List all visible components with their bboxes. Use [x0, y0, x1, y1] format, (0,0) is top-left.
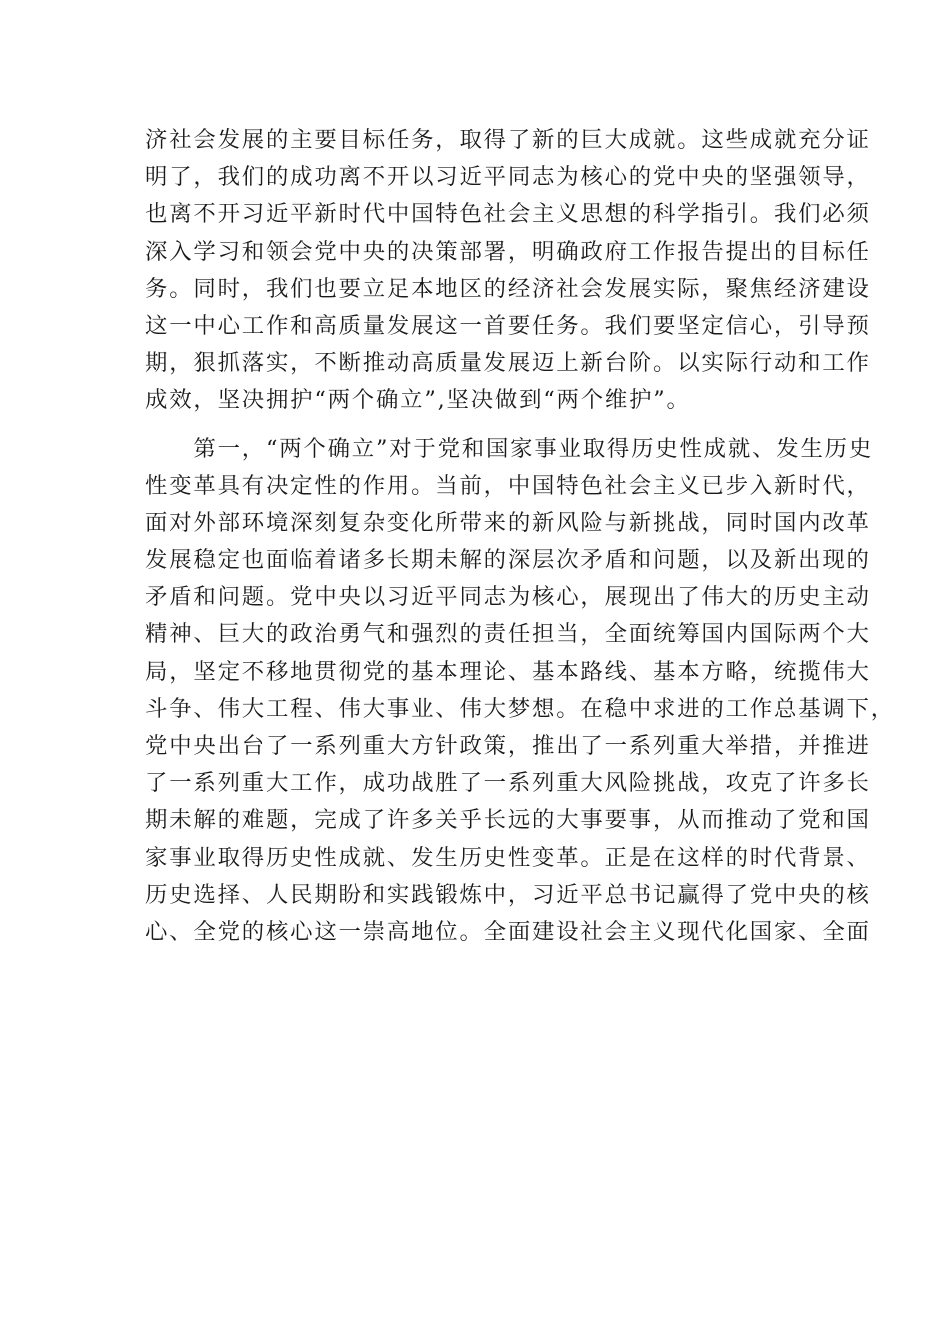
text-line: 心、全党的核心这一崇高地位。全面建设社会主义现代化国家、全面: [145, 918, 871, 945]
text-line: 第一，“两个确立”对于党和国家事业取得历史性成就、发生历史: [145, 435, 874, 462]
text-line: 成效，坚决拥护“两个确立”,坚决做到“两个维护”。: [145, 387, 691, 414]
text-line: 也离不开习近平新时代中国特色社会主义思想的科学指引。我们必须: [145, 201, 871, 228]
text-line: 深入学习和领会党中央的决策部署，明确政府工作报告提出的目标任: [145, 238, 871, 265]
text-line: 务。同时，我们也要立足本地区的经济社会发展实际，聚焦经济建设: [145, 275, 871, 302]
text-line: 这一中心工作和高质量发展这一首要任务。我们要坚定信心，引导预: [145, 312, 871, 339]
text-line: 期，狠抓落实，不断推动高质量发展迈上新台阶。以实际行动和工作: [145, 350, 871, 377]
text-line: 发展稳定也面临着诸多长期未解的深层次矛盾和问题，以及新出现的: [145, 547, 871, 574]
text-line: 局，坚定不移地贯彻党的基本理论、基本路线、基本方略，统揽伟大: [145, 658, 871, 685]
text-line: 面对外部环境深刻复杂变化所带来的新风险与新挑战，同时国内改革: [145, 509, 871, 536]
text-line: 家事业取得历史性成就、发生历史性变革。正是在这样的时代背景、: [145, 844, 871, 871]
text-line: 党中央出台了一系列重大方针政策，推出了一系列重大举措，并推进: [145, 733, 871, 759]
text-line: 历史选择、人民期盼和实践锻炼中，习近平总书记赢得了党中央的核: [145, 881, 871, 908]
text-line: 明了，我们的成功离不开以习近平同志为核心的党中央的坚强领导，: [145, 164, 871, 191]
text-line: 了一系列重大工作，成功战胜了一系列重大风险挑战，攻克了许多长: [145, 770, 871, 797]
text-line: 精神、巨大的政治勇气和强烈的责任担当，全面统筹国内国际两个大: [145, 621, 871, 648]
text-line: 矛盾和问题。党中央以习近平同志为核心，展现出了伟大的历史主动: [145, 584, 871, 611]
text-line: 性变革具有决定性的作用。当前，中国特色社会主义已步入新时代，: [145, 472, 871, 499]
paragraph-spacer: [145, 420, 809, 431]
text-line: 期未解的难题，完成了许多关乎长远的大事要事，从而推动了党和国: [145, 807, 871, 834]
paragraph: [145, 431, 895, 952]
document-body: [145, 122, 895, 951]
text-line: 斗争、伟大工程、伟大事业、伟大梦想。在稳中求进的工作总基调下，: [145, 695, 895, 722]
text-line: 济社会发展的主要目标任务，取得了新的巨大成就。这些成就充分证: [145, 127, 871, 153]
paragraph: [145, 122, 871, 420]
